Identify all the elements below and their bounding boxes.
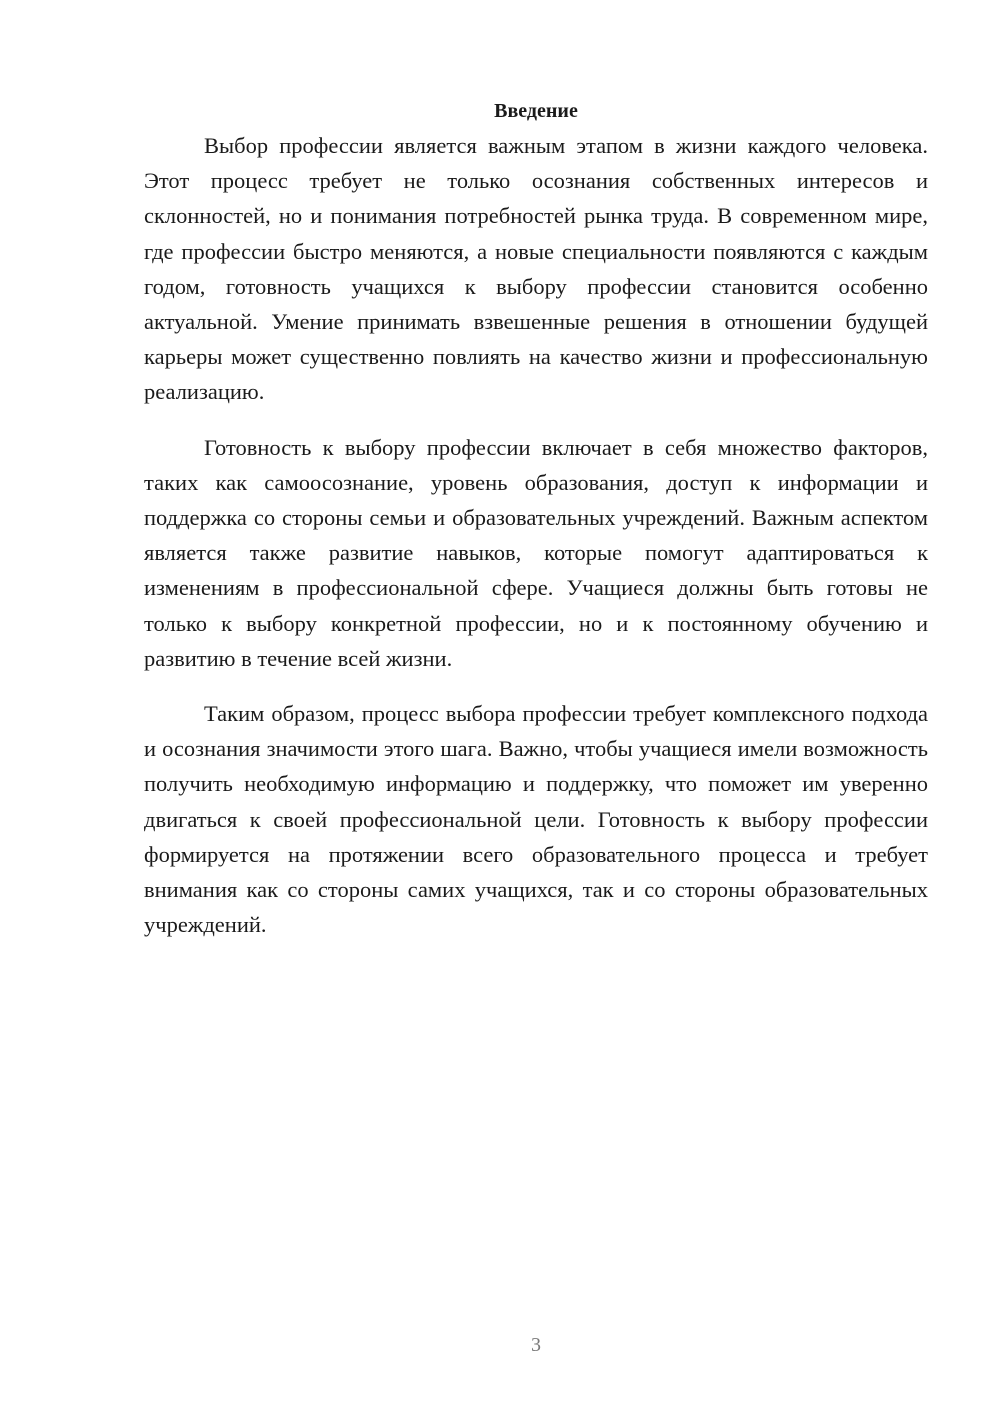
section-heading: Введение [494, 100, 578, 122]
paragraph-3: Таким образом, процесс выбора профессии требует комплексного подхода и осознания значимости этого шага. Важно, чтобы учащиеся имели возможность получить необходимую информацию и поддержку, что поможет им уверенно двигаться к своей профессиональной цели. Готовность к выбору профессии формируется на протяжении всего образовательного процесса и требует внимания как со стороны самих учащихся, так и со стороны образовательных учреждений. [144, 701, 928, 938]
page-number: 3 [531, 1334, 541, 1356]
paragraph-1: Выбор профессии является важным этапом в жизни каждого человека. Этот процесс требует не только осознания собственных интересов и склонностей, но и понимания потребностей рынка труда. В современном мире, где профессии быстро меняются, а новые специальности появляются с каждым годом, готовность учащихся к выбору профессии становится особенно актуальной. Умение принимать взвешенные решения в отношении будущей карьеры может существенно повлиять на качество жизни и профессиональную реализацию. [144, 133, 928, 405]
page-content [144, 96, 928, 962]
paragraph-2: Готовность к выбору профессии включает в себя множество факторов, таких как самоосознание, уровень образования, доступ к информации и поддержка со стороны семьи и образовательных учреждений. Важным аспектом является также развитие навыков, которые помогут адаптироваться к изменениям в профессиональной сфере. Учащиеся должны быть готовы не только к выбору конкретной профессии, но и к постоянному обучению и развитию в течение всей жизни. [144, 434, 928, 671]
